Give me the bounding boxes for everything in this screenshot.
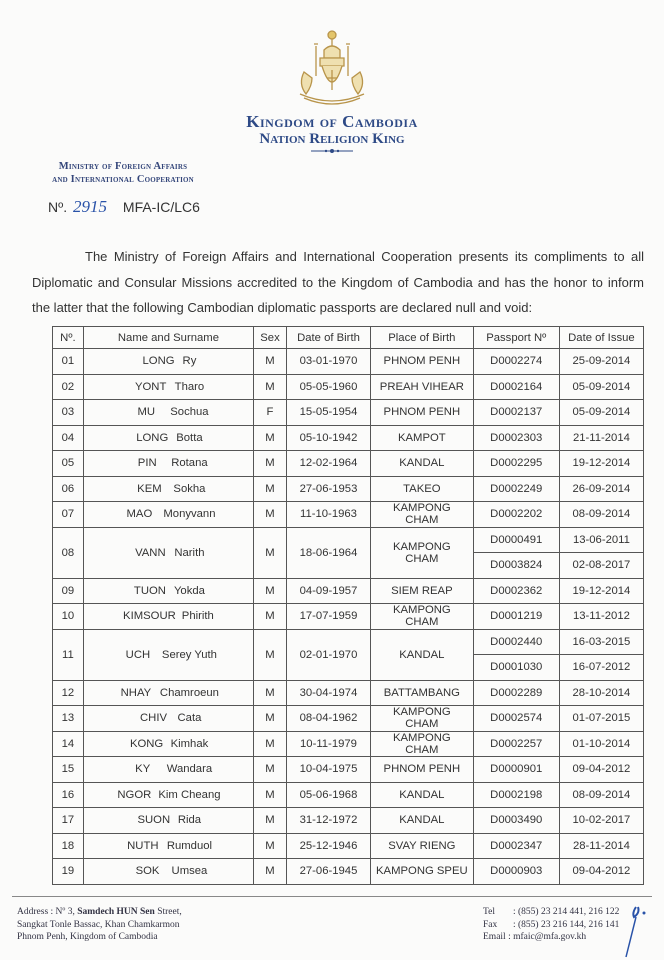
reference-line: [48, 197, 200, 217]
surname: VANN: [135, 546, 166, 559]
cell-passport-number: D0002257: [473, 731, 559, 757]
cell-name: [83, 859, 253, 885]
fax-label: Fax: [483, 919, 498, 930]
given-name: Cata: [177, 712, 202, 725]
cell-dob: 27-06-1953: [286, 476, 370, 502]
table-row: [53, 680, 644, 706]
table-row: [53, 578, 644, 604]
cell-issue-date: 16-07-2012: [559, 655, 643, 681]
cell-no: 04: [53, 425, 84, 451]
table-row: [53, 859, 644, 885]
cell-passport-number: D0002440: [473, 629, 559, 655]
cell-passport-number: D0002249: [473, 476, 559, 502]
cell-passport-number: D0002202: [473, 502, 559, 528]
pen-mark-icon: [622, 903, 652, 959]
cell-sex: M: [254, 833, 287, 859]
intro-paragraph: The Ministry of Foreign Affairs and International Cooperation presents its compliments to all Diplomatic and Consular Missions accredited to the Kingdom of Cambodia and has the honor to inform the latter that the following Cambodian diplomatic passports are declared null and void:: [32, 249, 644, 315]
surname: CHIV: [140, 712, 167, 725]
cell-sex: M: [254, 349, 287, 375]
cell-dob: 10-04-1975: [286, 757, 370, 783]
surname: LONG: [142, 355, 175, 368]
cell-name: [83, 349, 253, 375]
address-number: Nº 3,: [55, 907, 75, 917]
email-value: : mfaic@mfa.gov.kh: [508, 932, 587, 942]
table-row: [53, 400, 644, 426]
given-name: Rumduol: [166, 839, 213, 852]
header-passport: Passport Nº: [473, 327, 559, 349]
cell-name: [83, 757, 253, 783]
table-row: [53, 527, 644, 553]
table-row: [53, 731, 644, 757]
cell-dob: 02-01-1970: [286, 629, 370, 680]
cell-sex: M: [254, 451, 287, 477]
cell-no: 14: [53, 731, 84, 757]
table-row: [53, 425, 644, 451]
cell-passport-number: D0000491: [473, 527, 559, 553]
header-no: Nº.: [53, 327, 84, 349]
cell-name: [83, 400, 253, 426]
cell-issue-date: 01-10-2014: [559, 731, 643, 757]
cell-pob: SVAY RIENG: [371, 833, 474, 859]
cell-sex: M: [254, 578, 287, 604]
cell-pob: PHNOM PENH: [371, 757, 474, 783]
given-name: Sokha: [173, 482, 206, 495]
cell-no: 18: [53, 833, 84, 859]
surname: KIMSOUR: [123, 610, 176, 623]
reference-number-handwritten: 2915: [73, 197, 108, 216]
cell-name: [83, 833, 253, 859]
cell-dob: 30-04-1974: [286, 680, 370, 706]
cell-pob: KANDAL: [371, 629, 474, 680]
cell-no: 10: [53, 604, 84, 630]
cell-issue-date: 02-08-2017: [559, 553, 643, 579]
cell-issue-date: 01-07-2015: [559, 706, 643, 732]
table-row: [53, 757, 644, 783]
cell-pob: KAMPONG CHAM: [371, 731, 474, 757]
cell-no: 11: [53, 629, 84, 680]
cell-name: [83, 680, 253, 706]
cell-sex: F: [254, 400, 287, 426]
given-name: Kim Cheang: [158, 788, 221, 801]
cell-passport-number: D0002289: [473, 680, 559, 706]
cell-issue-date: 05-09-2014: [559, 400, 643, 426]
given-name: Umsea: [171, 865, 208, 878]
email-label: Email: [483, 932, 506, 942]
divider-ornament-icon: [311, 148, 353, 154]
cell-issue-date: 16-03-2015: [559, 629, 643, 655]
cell-pob: BATTAMBANG: [371, 680, 474, 706]
given-name: Botta: [176, 431, 203, 444]
cell-pob: KAMPOT: [371, 425, 474, 451]
given-name: Sochua: [170, 406, 209, 419]
surname: MU: [137, 406, 156, 419]
cell-passport-number: D0002274: [473, 349, 559, 375]
surname: NHAY: [120, 686, 152, 699]
cell-issue-date: 25-09-2014: [559, 349, 643, 375]
cell-passport-number: D0002164: [473, 374, 559, 400]
cell-issue-date: 13-11-2012: [559, 604, 643, 630]
cell-name: [83, 451, 253, 477]
cell-passport-number: D0002198: [473, 782, 559, 808]
ministry-line-2: and International Cooperation: [52, 174, 194, 185]
cell-passport-number: D0002362: [473, 578, 559, 604]
table-row: [53, 502, 644, 528]
header-sex: Sex: [254, 327, 287, 349]
surname: MAO: [126, 508, 153, 521]
cell-no: 17: [53, 808, 84, 834]
cell-dob: 05-10-1942: [286, 425, 370, 451]
cell-passport-number: D0001219: [473, 604, 559, 630]
cell-dob: 08-04-1962: [286, 706, 370, 732]
passports-table: [52, 326, 644, 885]
header-dob: Date of Birth: [286, 327, 370, 349]
cell-pob: PHNOM PENH: [371, 400, 474, 426]
cell-sex: M: [254, 859, 287, 885]
cell-issue-date: 28-11-2014: [559, 833, 643, 859]
cell-passport-number: D0002137: [473, 400, 559, 426]
surname: NGOR: [117, 788, 152, 801]
cell-no: 19: [53, 859, 84, 885]
cell-pob: KAMPONG CHAM: [371, 502, 474, 528]
cell-sex: M: [254, 808, 287, 834]
cell-no: 08: [53, 527, 84, 578]
cell-name: [83, 425, 253, 451]
cell-sex: M: [254, 476, 287, 502]
cell-passport-number: D0002347: [473, 833, 559, 859]
cell-sex: M: [254, 425, 287, 451]
surname: SOK: [135, 865, 160, 878]
cell-sex: M: [254, 374, 287, 400]
cell-name: [83, 374, 253, 400]
table-row: [53, 706, 644, 732]
surname: KONG: [129, 737, 164, 750]
cell-issue-date: 28-10-2014: [559, 680, 643, 706]
given-name: Tharo: [174, 380, 205, 393]
table-row: [53, 782, 644, 808]
surname: KY: [135, 763, 151, 776]
given-name: Serey Yuth: [161, 648, 217, 661]
address-label: Address :: [17, 907, 54, 917]
given-name: Phirith: [181, 610, 214, 623]
tel-value: : (855) 23 214 441, 216 122: [513, 907, 620, 917]
table-row: [53, 604, 644, 630]
cell-no: 05: [53, 451, 84, 477]
surname: KEM: [137, 482, 162, 495]
cell-dob: 18-06-1964: [286, 527, 370, 578]
surname: LONG: [136, 431, 169, 444]
cell-no: 15: [53, 757, 84, 783]
cell-pob: KANDAL: [371, 451, 474, 477]
cell-no: 02: [53, 374, 84, 400]
cell-dob: 05-05-1960: [286, 374, 370, 400]
table-row: [53, 476, 644, 502]
cell-passport-number: D0002303: [473, 425, 559, 451]
cell-dob: 31-12-1972: [286, 808, 370, 834]
cell-dob: 15-05-1954: [286, 400, 370, 426]
cell-dob: 05-06-1968: [286, 782, 370, 808]
email-line: [483, 931, 619, 944]
footer-divider: [12, 896, 652, 897]
cell-name: [83, 502, 253, 528]
cell-issue-date: 09-04-2012: [559, 859, 643, 885]
cell-sex: M: [254, 502, 287, 528]
reference-code: MFA-IC/LC6: [122, 199, 200, 215]
cell-passport-number: D0001030: [473, 655, 559, 681]
footer-contact: [483, 906, 619, 944]
address-line-2: Sangkat Tonle Bassac, Khan Chamkarmon: [17, 919, 180, 930]
cell-sex: M: [254, 731, 287, 757]
cell-pob: TAKEO: [371, 476, 474, 502]
surname: TUON: [133, 584, 166, 597]
kingdom-title: Kingdom of Cambodia: [246, 112, 418, 131]
given-name: Ry: [182, 355, 197, 368]
cell-pob: SIEM REAP: [371, 578, 474, 604]
cell-dob: 10-11-1979: [286, 731, 370, 757]
cell-name: [83, 782, 253, 808]
cell-issue-date: 08-09-2014: [559, 502, 643, 528]
cell-dob: 17-07-1959: [286, 604, 370, 630]
cell-dob: 25-12-1946: [286, 833, 370, 859]
cell-name: [83, 604, 253, 630]
fax-line: [483, 919, 619, 932]
surname: YONT: [134, 380, 167, 393]
cell-name: [83, 629, 253, 680]
cell-issue-date: 19-12-2014: [559, 578, 643, 604]
given-name: Kimhak: [170, 737, 209, 750]
cell-pob: PREAH VIHEAR: [371, 374, 474, 400]
cell-name: [83, 731, 253, 757]
table-header-row: [53, 327, 644, 349]
cell-name: [83, 476, 253, 502]
cell-no: 01: [53, 349, 84, 375]
cell-issue-date: 13-06-2011: [559, 527, 643, 553]
cell-name: [83, 578, 253, 604]
ministry-line-1: Ministry of Foreign Affairs: [58, 161, 188, 172]
given-name: Wandara: [166, 763, 213, 776]
national-motto: Nation Religion King: [259, 131, 405, 147]
cell-no: 09: [53, 578, 84, 604]
address-street-suffix: Street,: [157, 907, 182, 917]
table-row: [53, 808, 644, 834]
cell-pob: KAMPONG CHAM: [371, 706, 474, 732]
surname: NUTH: [127, 839, 159, 852]
cell-issue-date: 19-12-2014: [559, 451, 643, 477]
address-street: Samdech HUN Sen: [77, 907, 155, 917]
cell-name: [83, 527, 253, 578]
tel-label: Tel: [483, 907, 495, 917]
table-row: [53, 451, 644, 477]
address-line-3: Phnom Penh, Kingdom of Cambodia: [17, 932, 158, 942]
header-issue-date: Date of Issue: [559, 327, 643, 349]
tel-line: [483, 906, 619, 919]
cell-sex: M: [254, 782, 287, 808]
cell-sex: M: [254, 629, 287, 680]
cell-pob: KAMPONG CHAM: [371, 604, 474, 630]
given-name: Rotana: [171, 457, 208, 470]
surname: SUON: [137, 814, 171, 827]
surname: UCH: [125, 648, 151, 661]
given-name: Yokda: [173, 584, 205, 597]
cell-sex: M: [254, 757, 287, 783]
cell-issue-date: 08-09-2014: [559, 782, 643, 808]
cell-issue-date: 09-04-2012: [559, 757, 643, 783]
header-name: Name and Surname: [83, 327, 253, 349]
cell-dob: 27-06-1945: [286, 859, 370, 885]
cell-no: 12: [53, 680, 84, 706]
cell-no: 13: [53, 706, 84, 732]
cell-pob: KANDAL: [371, 808, 474, 834]
cell-passport-number: D0000903: [473, 859, 559, 885]
cell-passport-number: D0000901: [473, 757, 559, 783]
cell-sex: M: [254, 706, 287, 732]
cell-passport-number: D0003490: [473, 808, 559, 834]
cell-dob: 04-09-1957: [286, 578, 370, 604]
cell-name: [83, 808, 253, 834]
table-row: [53, 374, 644, 400]
ministry-name: [28, 160, 218, 186]
cell-pob: KANDAL: [371, 782, 474, 808]
cell-no: 06: [53, 476, 84, 502]
cell-passport-number: D0002295: [473, 451, 559, 477]
cell-no: 16: [53, 782, 84, 808]
cell-dob: 11-10-1963: [286, 502, 370, 528]
table-row: [53, 629, 644, 655]
cell-passport-number: D0002574: [473, 706, 559, 732]
footer-address: [17, 906, 182, 944]
cell-pob: PHNOM PENH: [371, 349, 474, 375]
cell-dob: 03-01-1970: [286, 349, 370, 375]
royal-crest-icon: [290, 28, 374, 110]
given-name: Rida: [177, 814, 202, 827]
cell-name: [83, 706, 253, 732]
reference-number-label: Nº.: [48, 199, 68, 215]
cell-sex: M: [254, 680, 287, 706]
cell-issue-date: 05-09-2014: [559, 374, 643, 400]
given-name: Monyvann: [163, 508, 216, 521]
cell-issue-date: 10-02-2017: [559, 808, 643, 834]
table-row: [53, 833, 644, 859]
given-name: Narith: [174, 546, 205, 559]
cell-issue-date: 26-09-2014: [559, 476, 643, 502]
cell-passport-number: D0003824: [473, 553, 559, 579]
cell-pob: KAMPONG CHAM: [371, 527, 474, 578]
address-line-1: [17, 906, 182, 919]
cell-sex: M: [254, 527, 287, 578]
cell-pob: KAMPONG SPEU: [371, 859, 474, 885]
cell-issue-date: 21-11-2014: [559, 425, 643, 451]
cell-dob: 12-02-1964: [286, 451, 370, 477]
table-row: [53, 349, 644, 375]
fax-value: : (855) 23 216 144, 216 141: [513, 919, 620, 930]
cell-no: 03: [53, 400, 84, 426]
cell-no: 07: [53, 502, 84, 528]
given-name: Chamroeun: [159, 686, 219, 699]
header-pob: Place of Birth: [371, 327, 474, 349]
cell-sex: M: [254, 604, 287, 630]
surname: PIN: [137, 457, 157, 470]
